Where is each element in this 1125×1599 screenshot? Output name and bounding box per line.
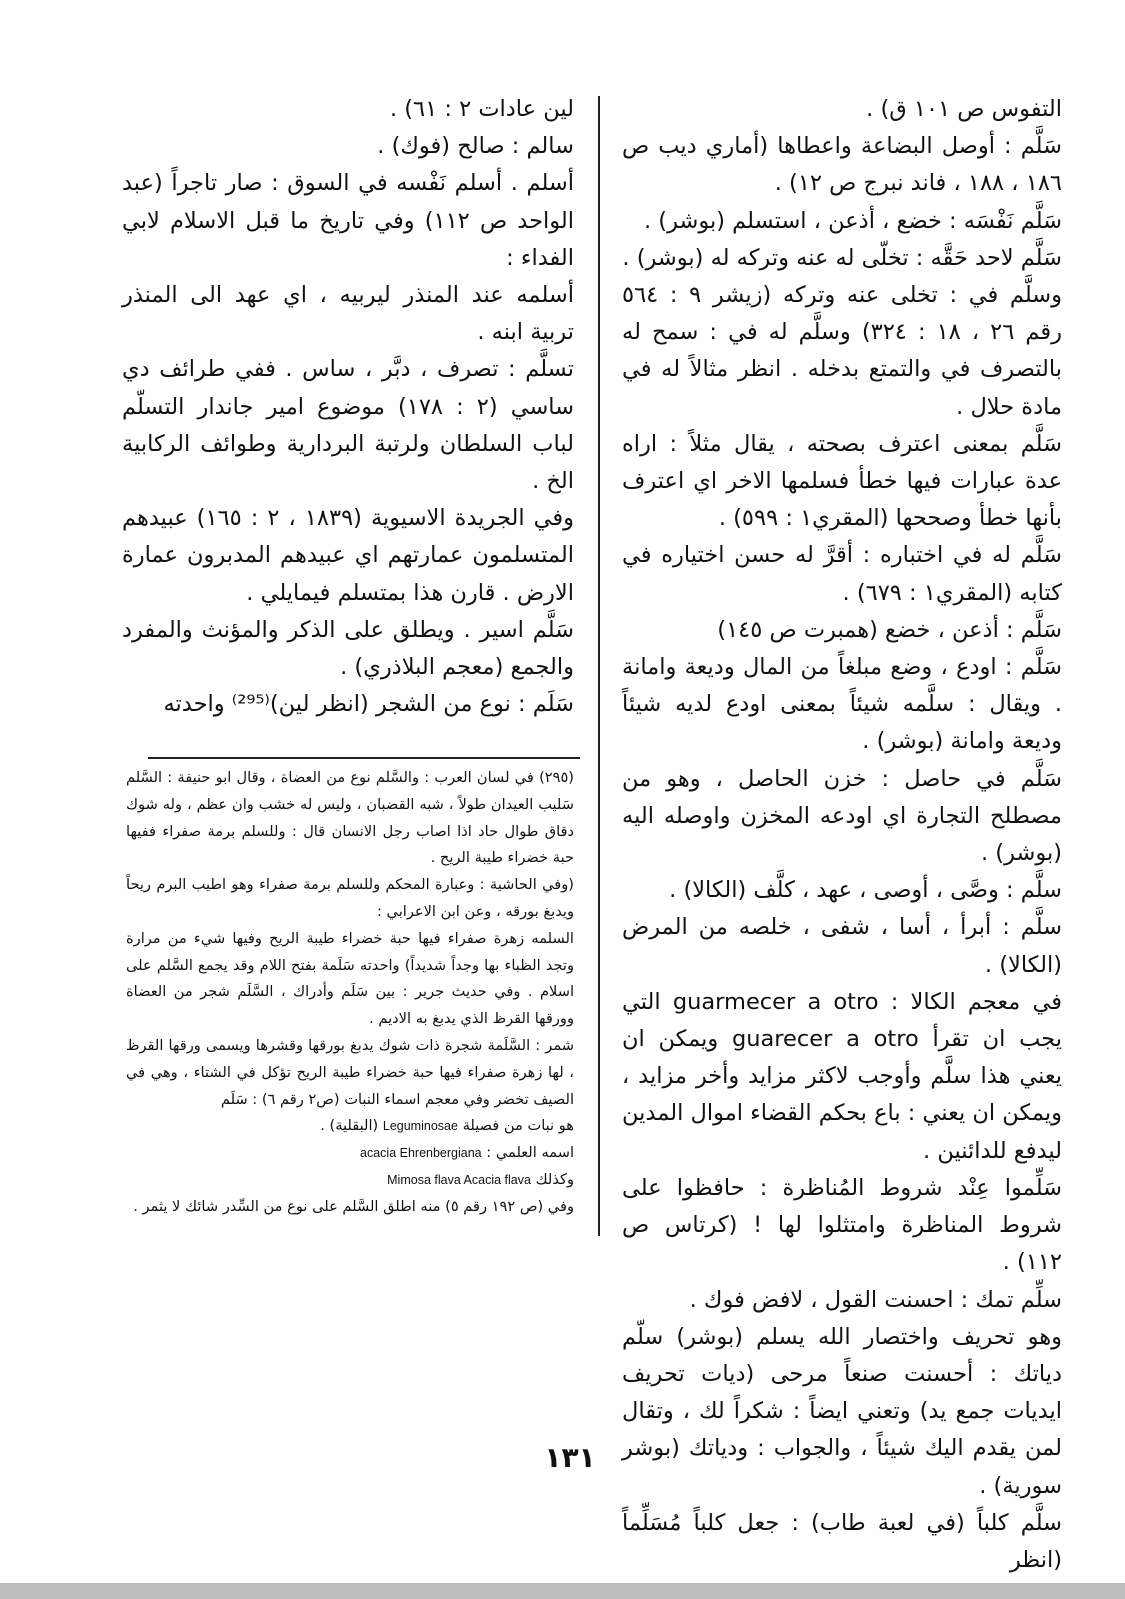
footnote-text: (وفي الحاشية : وعبارة المحكم وللسلم برمة صفراء وهو اطيب البرم ريحاً ويدبغ بورقه ، وعن ابن الاعرابي :	[126, 876, 574, 920]
paragraph: سَلَّم في حاصل : خزن الحاصل ، وهو من مصطلح التجارة اي اودعه المخزن واوصله اليه (بوشر) .	[622, 765, 1062, 867]
paragraph: لين عادات ٢ : ٦١) .	[389, 96, 574, 122]
footnote-text: (٢٩٥) في لسان العرب : والسَّلم نوع من العضاة ، وقال ابو حنيفة : السَّلم سَليب العيدان طولاً ، شبه القضبان ، وليس له خشب وان عظم ، وله شوك دقاق طوال حاد اذا اصاب رجل الانسان قال : وللسلم برمة صفراء ففيها حبة خضراء طيبة الريح .	[126, 769, 574, 867]
footnote-text: هو نبات من فصيلة	[462, 1117, 574, 1135]
scan-bottom-edge	[0, 1583, 1125, 1599]
right-text-column	[622, 91, 1062, 1579]
paragraph: التفوس ص ١٠١ ق) .	[866, 96, 1062, 122]
paragraph: سَلَّم لاحد حَقَّه : تخلّى له عنه وتركه له (بوشر) .	[622, 244, 1062, 271]
footnote-separator	[148, 757, 580, 759]
footnote-text: شمر : السَّلَمة شجرة ذات شوك يدبغ بورقها وقشرها ويسمى ورقها القرظ ، لها زهرة صفراء فيها حبة خضراء طيبة الريح تؤكل في الشتاء ، وهي في الصيف تخضر وفي معجم اسماء النبات (ص٢ رقم ٦) : سَلَم	[126, 1036, 574, 1108]
footnote-line	[126, 1113, 574, 1140]
paragraph: وهو تحريف واختصار الله يسلم (بوشر) سلّم دياتك : أحسنت صنعاً مرحى (ديات تحريف ايديات جمع يد) وتعني ايضاً : شكراً لك ، وتقال لمن يقدم اليك شيئاً ، والجواب : ودياتك (بوشر سورية) .	[622, 1323, 1062, 1499]
paragraph: سَلَّم : اودع ، وضع مبلغاً من المال وديعة وامانة . ويقال : سلَّمه شيئاً بمعنى اودع لديه شيئاً وديعة وامانة (بوشر) .	[622, 654, 1062, 755]
footnote-text: (البقلية) .	[320, 1117, 379, 1135]
paragraph: تسلَّم : تصرف ، دبَّر ، ساس . ففي طرائف دي ساسي (٢ : ١٧٨) موضوع امير جاندار التسلّم لباب السلطان ولرتبة البردارية وطوائف الركابية الخ .	[122, 356, 575, 495]
footnote-text: السلمه زهرة صفراء فيها حبة خضراء طيبة الريح وفيها شيء من مرارة وتجد الظباء بها وجداً شديداً) واحدته سَلَمة بفتح اللام وقد يجمع السَّلم على اسلام . وفي حديث جرير : بين سَلَم وأدراك ، السَّلَم شجر من العضاة وورقها القرظ الذي يدبغ به الاديم .	[126, 929, 574, 1028]
latin-term: Mimosa flava Acacia flava	[387, 1172, 531, 1187]
paragraph: سَلَّم : أذعن ، خضع (همبرت ص ١٤٥)	[717, 616, 1062, 643]
paragraph: سَلَّم : أوصل البضاعة واعطاها (أماري ديب ص ١٨٦ ، ١٨٨ ، فاند نبرج ص ١٢) .	[622, 133, 1062, 197]
paragraph: سالم : صالح (فوك) .	[377, 133, 574, 160]
footnote-text: وفي (ص ١٩٢ رقم ٥) منه اطلق السَّلم على نوع من السِّدر شائك لا يثمر .	[133, 1197, 574, 1215]
paragraph: سلَّم كلباً (في لعبة طاب) : جعل كلباً مُسَلِّماً (انظر	[622, 1509, 1062, 1573]
footnote-text: وكذلك	[535, 1170, 574, 1188]
paragraph: أسلم . أسلم نَفْسه في السوق : صار تاجراً (عبد الواحد ص ١١٢) وفي تاريخ ما قبل الاسلام لابي الفداء :	[122, 170, 574, 271]
footnote-text: اسمه العلمي :	[486, 1144, 574, 1162]
paragraph: سَلِّموا عِنْد شروط المُناظرة : حافظوا على شروط المناظرة وامتثلوا لها ! (كرتاس ص ١١٢) .	[622, 1174, 1062, 1276]
paragraph: سلَّم : أبرأ ، أسا ، شفى ، خلصه من المرض (الكالا) .	[622, 914, 1062, 978]
paragraph: سَلَّم له في اختباره : أقرَّ له حسن اختياره في كتابه (المقري١ : ٦٧٩) .	[622, 542, 1062, 606]
column-divider	[598, 96, 600, 1236]
paragraph: سَلَّم اسير . ويطلق على الذكر والمؤنث والمفرد والجمع (معجم البلاذري) .	[122, 616, 574, 681]
paragraph: في معجم الكالا : guarmecer a otro التي يجب ان تقرأ guarecer a otro ويمكن ان يعني هذا سلَّم وأوجب لاكثر مزايد وأخر مزايد ، ويمكن ان يعني : باع بحكم القضاء اموال المدين ليدفع للدائنين .	[622, 988, 1062, 1164]
footnote-line	[126, 1167, 574, 1194]
left-text-column	[122, 91, 574, 723]
latin-term: acacia Ehrenbergiana	[360, 1146, 482, 1161]
paragraph: سَلَم : نوع من الشجر (انظر لين)⁽²⁹⁵⁾ واحدته	[163, 691, 574, 718]
paragraph: سَلَّم نَفْسَه : خضع ، أذعن ، استسلم (بوشر) .	[644, 207, 1062, 234]
footnotes-block	[126, 765, 574, 1221]
page-number: ١٣١	[544, 1441, 596, 1474]
paragraph: سلَّم : وصَّى ، أوصى ، عهد ، كلَّف (الكالا) .	[669, 877, 1062, 904]
paragraph: أسلمه عند المنذر ليربيه ، اي عهد الى المنذر تربية ابنه .	[122, 282, 574, 346]
latin-term: Leguminosae	[382, 1119, 458, 1134]
paragraph: سَلَّم بمعنى اعترف بصحته ، يقال مثلاً : اراه عدة عبارات فيها خطأ فسلمها الاخر اي اعترف بأنها خطأ وصححها (المقري١ : ٥٩٩) .	[622, 430, 1062, 532]
footnote-line	[126, 1140, 574, 1167]
paragraph: وفي الجريدة الاسيوية (١٨٣٩ ، ٢ : ١٦٥) عبيدهم المتسلمون عمارتهم اي عبيدهم المدبرون عمارة الارض . قارن هذا بمتسلم فيمايلي .	[122, 505, 574, 606]
paragraph: سلِّم تمك : احسنت القول ، لافض فوك .	[689, 1286, 1062, 1313]
paragraph: وسلَّم في : تخلى عنه وتركه (زيشر ٩ : ٥٦٤ رقم ٢٦ ، ١٨ : ٣٢٤) وسلَّم له في : سمح له بالتصرف في والتمتع بدخله . انظر مثالاً له في مادة حلال .	[622, 282, 1062, 420]
